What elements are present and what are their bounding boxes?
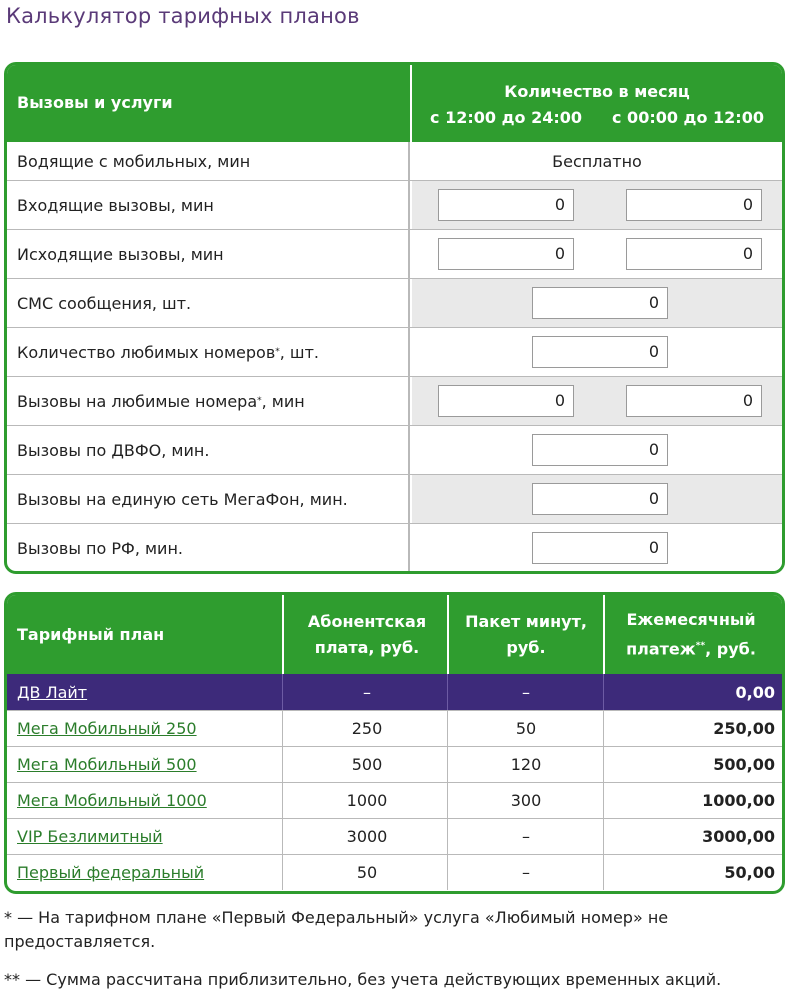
favorite-night-input[interactable]: 0 [626, 385, 762, 417]
footnote-mark: ** [4, 970, 20, 989]
fee-value: 3000 [346, 827, 388, 846]
fee-value: 50 [356, 863, 378, 882]
fee-header-line1: Абонентская [307, 611, 427, 631]
quantity-column-header [412, 79, 782, 131]
footnote-estimate [4, 968, 794, 992]
incoming-night-input[interactable]: 0 [626, 189, 762, 221]
row-label-text: Количество любимых номеров [17, 342, 276, 362]
payment-value: 1000,00 [702, 791, 775, 810]
fee-value: 500 [351, 755, 383, 774]
calc-row-favorite-calls [7, 376, 782, 425]
footnote-mark: ** [695, 640, 706, 651]
sms-input[interactable]: 0 [532, 287, 668, 319]
minutes-pack-column-header [449, 595, 603, 674]
row-label: Вызовы по ДВФО, мин. [7, 426, 410, 474]
fee-column-header [287, 595, 447, 674]
row-label-text: Вызовы на любимые номера [17, 391, 258, 411]
services-column-header: Вызовы и услуги [17, 93, 173, 112]
tariff-link[interactable]: Мега Мобильный 250 [17, 719, 197, 738]
pack-value: – [522, 863, 530, 882]
megafon-network-input[interactable]: 0 [532, 483, 668, 515]
pay-header-line1: Ежемесячный [626, 609, 756, 629]
pay-header-suffix: , руб. [705, 639, 756, 659]
period-day-header: с 12:00 до 24:00 [430, 108, 582, 127]
row-label-suffix: , шт. [279, 342, 319, 362]
tariff-link[interactable]: ДВ Лайт [17, 682, 88, 702]
row-label: Вызовы на единую сеть МегаФон, мин. [7, 475, 410, 523]
row-label-suffix: , мин [261, 391, 305, 411]
calc-row-incoming [7, 180, 782, 229]
row-label: Входящие вызовы, мин [7, 181, 410, 229]
pack-value: 120 [510, 755, 542, 774]
pack-header-line2: руб. [506, 637, 546, 657]
row-label: СМС сообщения, шт. [7, 279, 410, 327]
tariff-link[interactable]: VIP Безлимитный [17, 827, 163, 846]
payment-value: 50,00 [724, 863, 775, 882]
usage-calculator-table [4, 62, 785, 574]
quantity-title: Количество в месяц [504, 82, 690, 101]
incoming-day-input[interactable]: 0 [438, 189, 574, 221]
fee-header-line2: плата, руб. [314, 637, 420, 657]
tariff-plans-table [4, 592, 785, 894]
tariff-row[interactable] [7, 818, 782, 854]
row-label: Водящие с мобильных, мин [7, 142, 410, 180]
fee-value: 1000 [346, 791, 388, 810]
period-night-header: с 00:00 до 12:00 [612, 108, 764, 127]
footnote-mark: * [275, 347, 280, 357]
tariff-row-selected[interactable] [7, 674, 782, 710]
calc-row-mobile-incoming [7, 142, 782, 180]
calc-row-dvfo [7, 425, 782, 474]
footnote-mark: * [257, 396, 262, 406]
tariff-table-header [7, 595, 782, 674]
row-label: Вызовы по РФ, мин. [7, 524, 410, 572]
tariff-link[interactable]: Первый федеральный [17, 863, 205, 882]
calc-row-outgoing [7, 229, 782, 278]
page-title: Калькулятор тарифных планов [6, 4, 360, 28]
pay-header-line2: платеж [626, 639, 696, 659]
pack-value: – [522, 827, 530, 846]
pack-value: 50 [515, 719, 537, 738]
tariff-row[interactable] [7, 854, 782, 890]
calc-row-favorite-count [7, 327, 782, 376]
tariff-link[interactable]: Мега Мобильный 500 [17, 755, 197, 774]
footnote-text: — Сумма рассчитана приблизительно, без учета действующих временных акций. [25, 970, 722, 989]
pack-value: 300 [510, 791, 542, 810]
calc-row-megafon-network [7, 474, 782, 523]
footnote-favorite-number [4, 906, 794, 954]
row-label [7, 328, 410, 376]
free-value: Бесплатно [552, 151, 642, 171]
monthly-payment-column-header [605, 595, 777, 674]
plan-column-header: Тарифный план [17, 624, 165, 644]
outgoing-night-input[interactable]: 0 [626, 238, 762, 270]
row-label: Исходящие вызовы, мин [7, 230, 410, 278]
tariff-row[interactable] [7, 710, 782, 746]
russia-input[interactable]: 0 [532, 532, 668, 564]
pack-header-line1: Пакет минут, [465, 611, 587, 631]
fee-value: – [363, 682, 371, 702]
favorite-day-input[interactable]: 0 [438, 385, 574, 417]
calculator-header [7, 65, 782, 142]
fee-value: 250 [351, 719, 383, 738]
calc-row-sms [7, 278, 782, 327]
tariff-row[interactable] [7, 746, 782, 782]
tariff-link[interactable]: Мега Мобильный 1000 [17, 791, 207, 810]
tariff-row[interactable] [7, 782, 782, 818]
row-label [7, 377, 410, 425]
payment-value: 500,00 [713, 755, 775, 774]
payment-value: 250,00 [713, 719, 775, 738]
pack-value: – [522, 682, 530, 702]
payment-value: 0,00 [735, 682, 775, 702]
footnote-text: — На тарифном плане «Первый Федеральный» услуга «Любимый номер» не предоставляется. [4, 908, 669, 951]
dvfo-input[interactable]: 0 [532, 434, 668, 466]
favorite-count-input[interactable]: 0 [532, 336, 668, 368]
footnote-mark: * [4, 908, 12, 927]
payment-value: 3000,00 [702, 827, 775, 846]
outgoing-day-input[interactable]: 0 [438, 238, 574, 270]
calc-row-russia [7, 523, 782, 572]
